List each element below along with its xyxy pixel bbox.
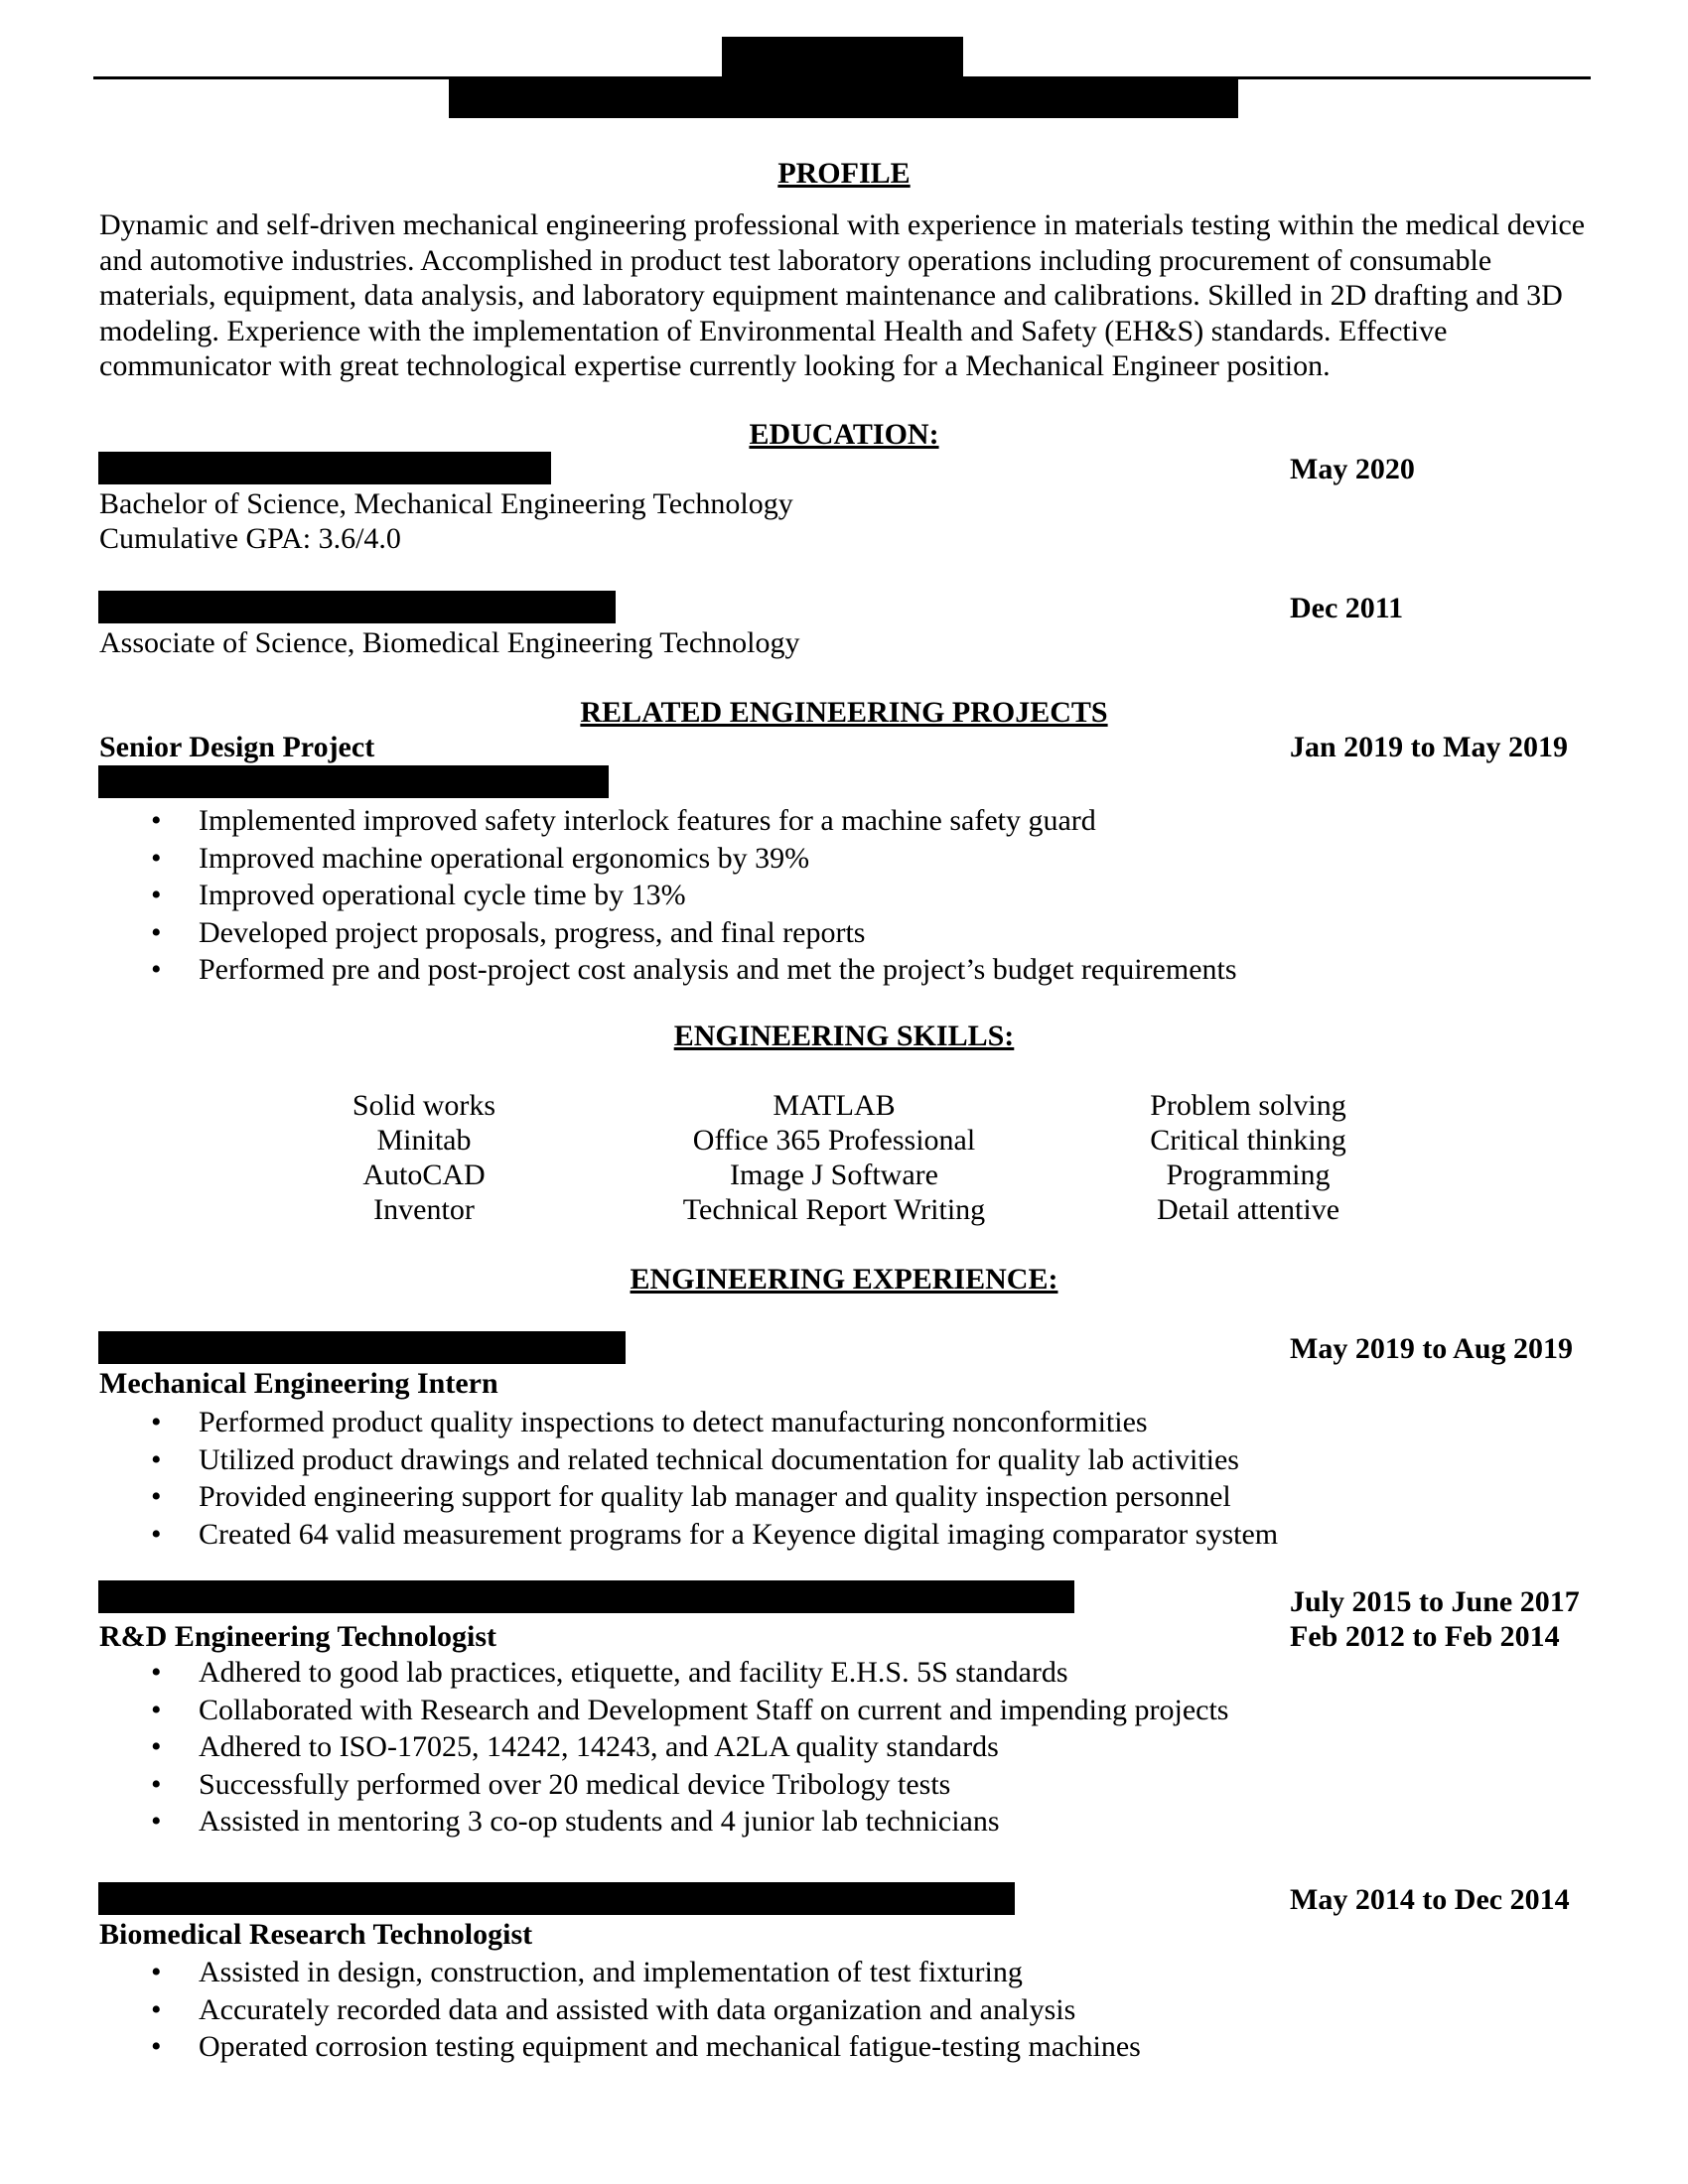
redacted-school-1 [98,452,551,484]
bullet-text: Developed project proposals, progress, and final reports [199,915,866,949]
bullet-icon: • [151,1956,162,1988]
gpa-line: Cumulative GPA: 3.6/4.0 [99,522,401,555]
skill-item: Office 365 Professional [692,1124,976,1157]
bullet-icon: • [151,1767,162,1801]
redacted-school-2 [98,591,616,623]
project-date: Jan 2019 to May 2019 [1290,731,1568,763]
job-3-bullets [0,1954,1141,2066]
redacted-contact-info [449,79,1238,118]
bullet-icon: • [151,1693,162,1726]
bullet-text: Adhered to good lab practices, etiquette, and facility E.H.S. 5S standards [199,1656,1068,1689]
profile-heading: PROFILE [777,157,911,190]
education-date-1: May 2020 [1290,453,1415,485]
list-item [0,1803,1228,1841]
bullet-text: Performed pre and post-project cost analysis and met the project’s budget requirements [199,953,1237,986]
skill-item: Problem solving [1150,1089,1346,1122]
job-title-1: Mechanical Engineering Intern [99,1367,498,1400]
bullet-icon: • [151,804,162,837]
skills-heading: ENGINEERING SKILLS: [673,1020,1015,1052]
bullet-icon: • [151,879,162,911]
list-item [0,1478,1278,1516]
bullet-text: Assisted in design, construction, and implementation of test fixturing [199,1956,1023,1988]
job-date-2: July 2015 to June 2017 [1290,1585,1580,1618]
bullet-text: Utilized product drawings and related technical documentation for quality lab activities [199,1442,1239,1476]
skill-item: Programming [1166,1159,1331,1191]
bullet-text: Accurately recorded data and assisted with data organization and analysis [199,1992,1076,2026]
skill-item: Detail attentive [1156,1193,1340,1226]
job-1-bullets [0,1404,1278,1553]
bullet-text: Adhered to ISO-17025, 14242, 14243, and A2LA quality standards [199,1730,999,1763]
bullet-text: Improved operational cycle time by 13% [199,879,686,911]
list-item [0,1404,1278,1441]
education-date-2: Dec 2011 [1290,592,1404,624]
skills-column-3 [1040,1088,1457,1227]
project-title: Senior Design Project [99,731,375,763]
bullet-icon: • [151,1992,162,2026]
skill-item: Minitab [376,1124,472,1157]
redacted-name [722,37,963,76]
bullet-icon: • [151,915,162,949]
job-date-1: May 2019 to Aug 2019 [1290,1332,1573,1365]
list-item [0,840,1237,878]
skills-column-1 [215,1088,633,1227]
skill-item: AutoCAD [362,1159,486,1191]
list-item [0,1692,1228,1729]
project-bullets [0,802,1237,989]
list-item [0,1441,1278,1479]
redacted-project-org [98,765,609,798]
job-title-2: R&D Engineering Technologist [99,1620,497,1653]
list-item [0,1728,1228,1766]
skills-column-2 [626,1088,1043,1227]
skill-item: Critical thinking [1150,1124,1346,1157]
job-2-bullets [0,1654,1228,1841]
bullet-icon: • [151,1442,162,1476]
job-date-2b: Feb 2012 to Feb 2014 [1290,1620,1560,1653]
bullet-icon: • [151,1656,162,1689]
list-item [0,2028,1141,2066]
bullet-text: Improved machine operational ergonomics by 39% [199,841,810,875]
list-item [0,914,1237,952]
list-item [0,951,1237,989]
bullet-icon: • [151,2030,162,2063]
bullet-icon: • [151,1805,162,1838]
education-heading: EDUCATION: [749,418,939,451]
bullet-text: Assisted in mentoring 3 co-op students and 4 junior lab technicians [199,1805,1000,1838]
degree-line: Bachelor of Science, Mechanical Engineering Technology [99,487,793,520]
bullet-text: Performed product quality inspections to detect manufacturing nonconformities [199,1406,1148,1438]
bullet-icon: • [151,841,162,875]
list-item [0,1991,1141,2029]
skill-item: MATLAB [773,1089,896,1122]
skill-item: Technical Report Writing [682,1193,986,1226]
redacted-employer-2 [98,1580,1074,1613]
skill-item: Solid works [352,1089,496,1122]
list-item [0,802,1237,840]
degree-line: Associate of Science, Biomedical Engineering Technology [99,626,800,659]
experience-heading: ENGINEERING EXPERIENCE: [630,1263,1058,1296]
job-date-3: May 2014 to Dec 2014 [1290,1883,1570,1916]
projects-heading: RELATED ENGINEERING PROJECTS [580,696,1108,729]
list-item [0,877,1237,914]
list-item [0,1654,1228,1692]
list-item [0,1766,1228,1804]
bullet-icon: • [151,1480,162,1513]
redacted-employer-3 [98,1882,1015,1915]
bullet-text: Implemented improved safety interlock features for a machine safety guard [199,804,1096,837]
skill-item: Image J Software [730,1159,938,1191]
bullet-text: Created 64 valid measurement programs for a Keyence digital imaging comparator system [199,1517,1279,1551]
bullet-text: Collaborated with Research and Development Staff on current and impending projects [199,1693,1229,1726]
bullet-text: Provided engineering support for quality lab manager and quality inspection personnel [199,1480,1231,1513]
list-item [0,1516,1278,1554]
job-title-3: Biomedical Research Technologist [99,1918,533,1951]
bullet-text: Operated corrosion testing equipment and mechanical fatigue-testing machines [199,2030,1141,2063]
skill-item: Inventor [373,1193,475,1226]
bullet-icon: • [151,953,162,986]
bullet-icon: • [151,1517,162,1551]
list-item [0,1954,1141,1991]
bullet-text: Successfully performed over 20 medical device Tribology tests [199,1767,951,1801]
profile-text: Dynamic and self-driven mechanical engineering professional with experience in materials testing within the medical device and automotive industries. Accomplished in product test laboratory operations including procurement of consumable materials, equipment, data analysis, and laboratory equipment maintenance and calibrations. Skilled in 2D drafting and 3D modeling. Experience with the implementation of Environmental Health and Safety (EH&S) standards. Effective communicator with great technological expertise currently looking for a Mechanical Engineer position. [99,208,1586,382]
redacted-employer-1 [98,1331,626,1364]
bullet-icon: • [151,1730,162,1763]
bullet-icon: • [151,1406,162,1438]
